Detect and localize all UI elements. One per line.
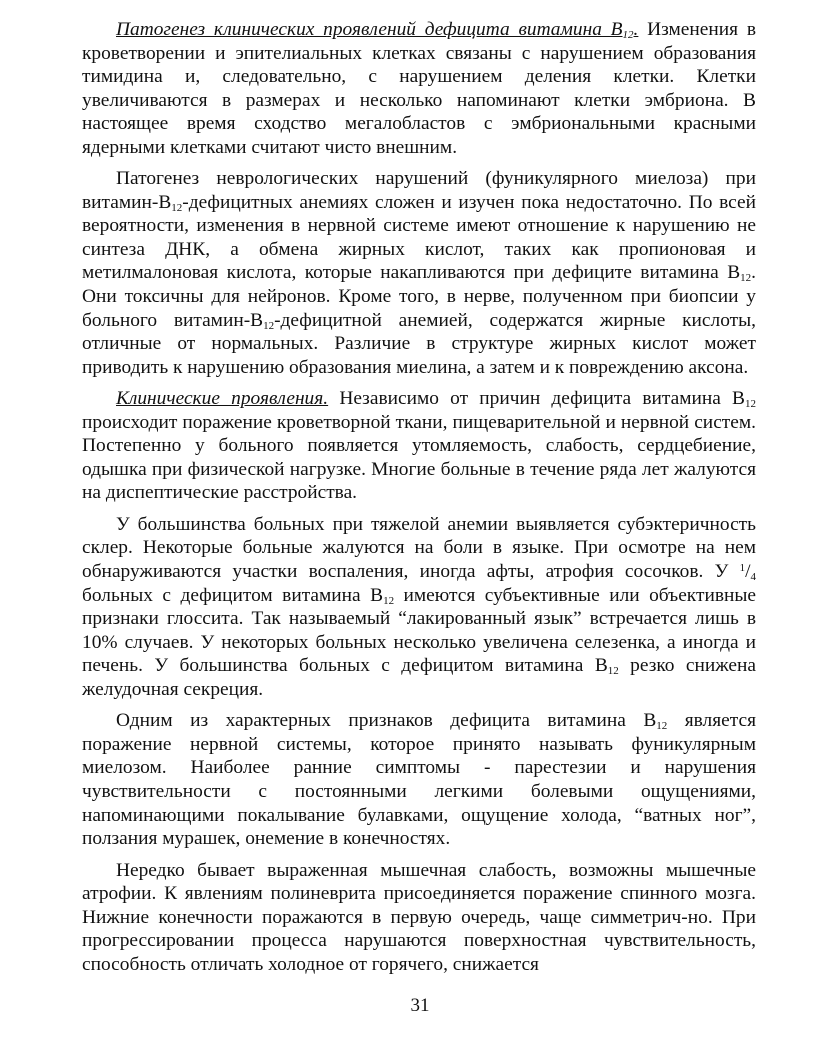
- paragraph-muscle-weakness: [82, 859, 756, 977]
- paragraph-nervous-system: [82, 709, 756, 850]
- fraction-numerator: 1: [739, 562, 746, 575]
- paragraph-text: У большинства больных при тяжелой анемии выявляется субэктеричность склер. Некоторые больные жалуются на боли в языке. При осмотре на нем обнаруживаются участки воспаления, иногда афты, атрофия сосочков. У: [82, 513, 756, 583]
- paragraph-text: Нередко бывает выраженная мышечная слабость, возможны мышечные атрофии. К явлениям полиневрита присоединяется поражение спинного мозга. Нижние конечности поражаются в первую очередь, чаще симметрич-но. При прогрессировании процесса нарушаются поверхностная чувствительность, способность отличать холодное от горячего, снижается: [82, 859, 756, 975]
- subscript-12: 12: [656, 720, 668, 733]
- paragraph-text: Одним из характерных признаков дефицита витамина B: [116, 710, 657, 732]
- paragraph-text: -дефицитной анемией, содержатся жирные кислоты, отличные от нормальных. Различие в структуре жирных кислот может приводить к нарушению образования миелина, а затем и к повреждению аксона.: [82, 309, 756, 378]
- paragraph-text: -дефицитных анемиях сложен и изучен пока недостаточно. По всей вероятности, изменения в нервной системе имеют отношение к нарушению не синтеза ДНК, а обмена жирных кислот, таких как пропионовая и метилмалоновая кислота, которые накапливаются при дефиците витамина B: [82, 191, 756, 284]
- paragraph-text: Изменения в кроветворении и эпителиальных клетках связаны с нарушением образования тимидина и, следовательно, с нарушением деления клетки. Клетки увеличиваются в размерах и несколько напоминают клетки эмбриона. В настоящее время сходство мегалобластов с эмбриональными красными ядерными клетками считают чисто внешним.: [82, 19, 756, 158]
- paragraph-clinical-manifestations: [82, 387, 756, 505]
- paragraph-text: Патогенез неврологических нарушений (фуникулярного миелоза) при витамин-B: [82, 168, 756, 213]
- subscript-12: 12: [383, 594, 395, 607]
- subscript-12: 12: [263, 319, 275, 332]
- subscript-12: 12: [740, 272, 752, 285]
- heading-period: .: [633, 19, 639, 40]
- paragraph-text: . Они токсичны для нейронов. Кроме того, в нерве, полученном при биопсии у больного витамин-B: [82, 262, 756, 331]
- subscript-12: 12: [622, 29, 634, 41]
- page-number: 31: [410, 995, 430, 1016]
- fraction-slash: /: [745, 561, 751, 583]
- paragraph-text: имеются субъективные или объективные признаки глоссита. Так называемый “лакированный язык” встречается лишь в 10% случаев. У некоторых больных несколько увеличена селезенка, а иногда и печень. У большинства больных с дефицитом витамина B: [82, 584, 756, 677]
- page-body: [82, 18, 756, 982]
- paragraph-pathogenesis-clinical: [82, 18, 756, 159]
- section-heading-clinical: Клинические проявления.: [116, 388, 329, 410]
- paragraph-text: происходит поражение кроветворной ткани, пищеварительной и нервной систем. Постепенно у больного появляется утомляемость, слабость, сердцебиение, одышка при физической нагрузке. Многие больные в течение ряда лет жалуются на диспептические расстройства.: [82, 411, 756, 504]
- subscript-12: 12: [607, 665, 619, 678]
- paragraph-symptoms: [82, 513, 756, 701]
- paragraph-text: является поражение нервной системы, которое принято называть фуникулярным миелозом. Наиболее ранние симптомы - парестезии и нарушения чувствительности с постоянными легкими болевыми ощущениями, напоминающими покалывание булавками, ощущение холода, “ватных ног”, ползания мурашек, онемение в конечностях.: [82, 710, 756, 850]
- fraction-denominator: 4: [750, 571, 756, 584]
- paragraph-text: больных с дефицитом витамина B: [82, 584, 384, 606]
- paragraph-neurological-pathogenesis: [82, 167, 756, 379]
- subscript-12: 12: [745, 398, 756, 411]
- heading-text: Патогенез клинических проявлений дефицита витамина B: [116, 19, 623, 40]
- subscript-12: 12: [171, 201, 183, 214]
- section-heading-pathogenesis: [116, 19, 638, 40]
- paragraph-text: Независимо от причин дефицита витамина B: [328, 388, 745, 410]
- paragraph-text: резко снижена желудочная секреция.: [82, 655, 756, 700]
